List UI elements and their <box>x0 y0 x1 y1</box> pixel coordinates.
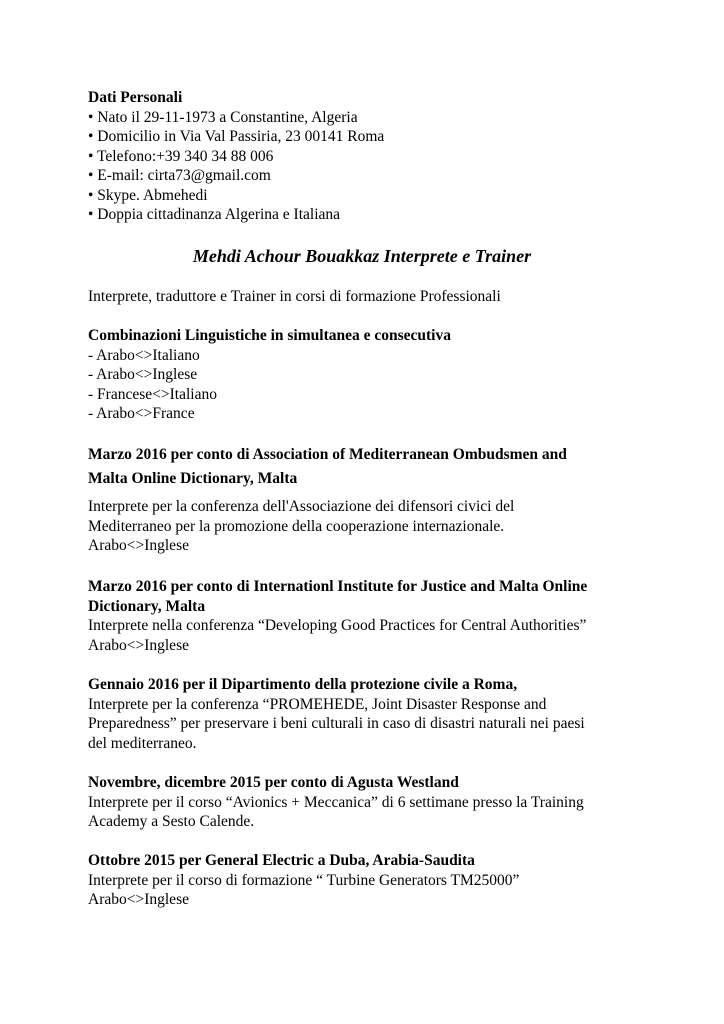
personal-item-citizenship: • Doppia cittadinanza Algerina e Italiana <box>88 206 341 223</box>
experience-heading-line: Marzo 2016 per conto di Association of Mediterranean Ombudsmen and <box>88 446 567 463</box>
experience-body-line: Arabo<>Inglese <box>88 636 189 654</box>
experience-entry <box>88 443 688 491</box>
experience-body-line: Interprete per il corso di formazione “ Turbine Generators TM25000” <box>88 871 520 889</box>
experience-body-line: Interprete nella conferenza “Developing Good Practices for Central Authorities” <box>88 617 587 634</box>
personal-item-birth: • Nato il 29-11-1973 a Constantine, Algeria <box>88 108 358 126</box>
personal-item-skype: • Skype. Abmehedi <box>88 186 208 204</box>
experience-heading-line: Marzo 2016 per conto di Internationl Institute for Justice and Malta Online <box>88 578 588 595</box>
languages-heading: Combinazioni Linguistiche in simultanea e consecutiva <box>88 327 451 344</box>
experience-heading-line: Dictionary, Malta <box>88 597 206 615</box>
personal-item-address: • Domicilio in Via Val Passiria, 23 00141 Roma <box>88 128 385 145</box>
experience-body-line: Mediterraneo per la promozione della cooperazione internazionale. <box>88 517 505 535</box>
personal-item-email: • E-mail: cirta73@gmail.com <box>88 167 271 184</box>
experience-entry <box>88 773 688 832</box>
experience-body-line: Interprete per la conferenza “PROMEHEDE, Joint Disaster Response and <box>88 695 547 713</box>
subtitle-section <box>88 287 688 307</box>
personal-item-phone: • Telefono:+39 340 34 88 006 <box>88 147 274 165</box>
experience-heading-line: Ottobre 2015 per General Electric a Duba, Arabia-Saudita <box>88 852 475 869</box>
experience-entry <box>88 577 688 655</box>
experience-body-line: del mediterraneo. <box>88 734 197 752</box>
personal-data-section <box>88 88 688 225</box>
language-pair-item: - Arabo<>Italiano <box>88 346 200 364</box>
language-pair-item: - Francese<>Italiano <box>88 385 217 403</box>
experience-heading-line: Novembre, dicembre 2015 per conto di Agusta Westland <box>88 774 459 791</box>
experience-body-line: Academy a Sesto Calende. <box>88 813 255 830</box>
profile-subtitle: Interprete, traduttore e Trainer in corsi di formazione Professionali <box>88 288 501 305</box>
languages-section <box>88 326 688 424</box>
language-pair-item: - Arabo<>Inglese <box>88 366 198 383</box>
personal-data-heading: Dati Personali <box>88 89 183 106</box>
experience-entry <box>88 675 688 753</box>
document-title: Mehdi Achour Bouakkaz Interprete e Trainer <box>192 246 532 266</box>
experience-body-line: Interprete per la conferenza dell'Associazione dei difensori civici del <box>88 498 515 515</box>
experience-body <box>88 497 688 556</box>
experience-body-line: Interprete per il corso “Avionics + Meccanica” di 6 settimane presso la Training <box>88 793 584 811</box>
experience-heading-line: Malta Online Dictionary, Malta <box>88 470 298 487</box>
experience-body-line: Preparedness” per preservare i beni culturali in caso di disastri naturali nei paesi <box>88 715 585 732</box>
experience-heading-line: Gennaio 2016 per il Dipartimento della protezione civile a Roma, <box>88 676 518 693</box>
language-pair-item: - Arabo<>France <box>88 405 195 422</box>
experience-entry <box>88 851 688 910</box>
experience-body-line: Arabo<>Inglese <box>88 891 189 908</box>
experience-body-line: Arabo<>Inglese <box>88 537 189 554</box>
